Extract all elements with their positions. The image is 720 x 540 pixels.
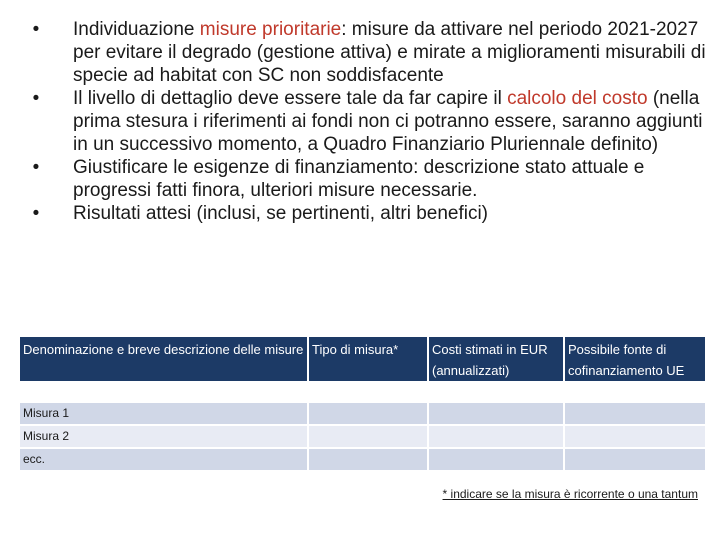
header-measure-type: Tipo di misura* <box>308 337 428 392</box>
bullet-dot-icon: • <box>32 203 40 224</box>
bullet-item-funding-needs <box>26 156 706 202</box>
table-cell <box>428 448 564 471</box>
table-cell <box>428 425 564 448</box>
bullet-dot-icon: • <box>32 157 40 178</box>
table-header-row <box>20 337 705 392</box>
bullet-dot-icon: • <box>32 88 40 109</box>
bullet-item-expected-results <box>26 202 706 225</box>
table-cell <box>428 392 564 425</box>
bullet-text: Individuazione <box>73 19 200 40</box>
bullet-text: Giustificare le esigenze di finanziamento: descrizione stato attuale e progressi fatti finora, ulteriori misure necessarie. <box>73 157 645 201</box>
table-cell <box>308 392 428 425</box>
table-row <box>20 448 705 471</box>
bullet-text: : misure da attivare nel periodo 2021-2027 per evitare il degrado (gestione attiva) e mirate a miglioramenti misurabili di specie ad habitat con SC non soddisfacente <box>73 19 706 86</box>
bullet-text: (nella prima stesura i riferimenti ai fondi non ci potranno essere, saranno aggiunti in un successivo momento, a Quadro Finanziario Pluriennale definito) <box>73 88 703 155</box>
header-estimated-costs: Costi stimati in EUR (annualizzati) <box>428 337 564 392</box>
bullet-item-priority-measures <box>26 18 706 87</box>
bullet-item-cost-detail <box>26 87 706 156</box>
table-cell: Misura 1 <box>20 392 308 425</box>
table-row <box>20 425 705 448</box>
table-cell <box>308 425 428 448</box>
table-cell <box>564 448 705 471</box>
bullet-list <box>26 18 706 225</box>
bullet-dot-icon: • <box>32 19 40 40</box>
table-row <box>20 392 705 425</box>
bullet-text: Il livello di dettaglio deve essere tale da far capire il <box>73 88 508 109</box>
footnote: * indicare se la misura è ricorrente o una tantum <box>442 487 698 501</box>
table-cell <box>564 392 705 425</box>
table-cell: Misura 2 <box>20 425 308 448</box>
header-eu-cofinancing: Possibile fonte di cofinanziamento UE <box>564 337 705 392</box>
header-measure-name: Denominazione e breve descrizione delle misure <box>20 337 308 392</box>
table-cell <box>308 448 428 471</box>
measures-table <box>20 337 705 472</box>
table-cell: ecc. <box>20 448 308 471</box>
bullet-text: Risultati attesi (inclusi, se pertinenti, altri benefici) <box>73 203 489 224</box>
table-cell <box>564 425 705 448</box>
highlighted-text: calcolo del costo <box>507 88 648 109</box>
highlighted-text: misure prioritarie <box>199 19 342 40</box>
